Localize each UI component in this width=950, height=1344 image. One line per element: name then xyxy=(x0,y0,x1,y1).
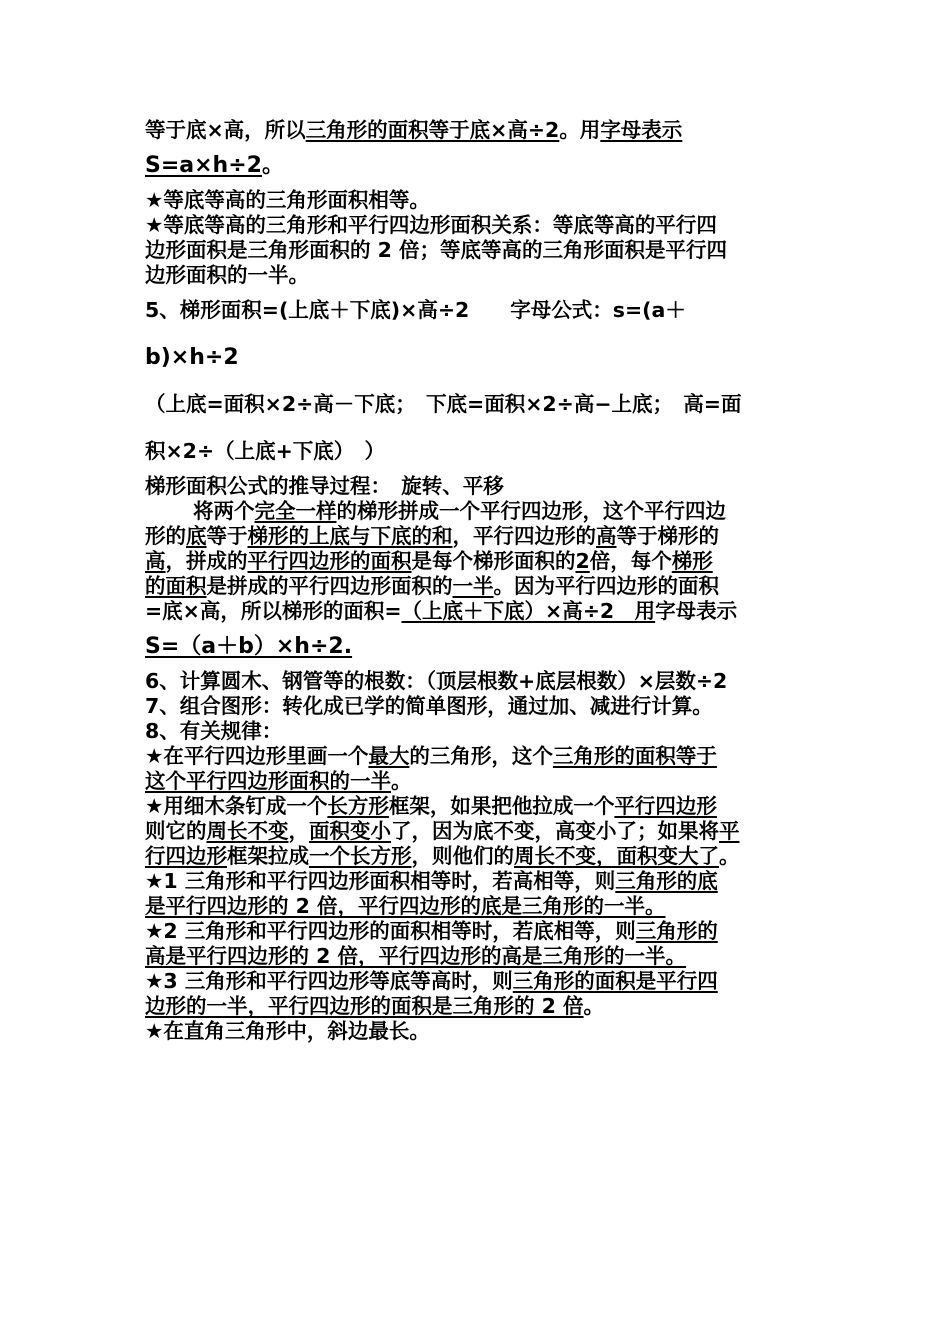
text-line: 边形面积是三角形面积的 2 倍；等底等高的三角形面积是平行四 xyxy=(145,238,728,262)
text-line: 等于底×高，所以三角形的面积等于底×高÷2。用字母表示 xyxy=(145,118,683,142)
text-line: 是平行四边形的 2 倍，平行四边形的底是三角形的一半。 xyxy=(145,894,666,918)
text-line: =底×高，所以梯形的面积=（上底＋下底）×高÷2 用字母表示 xyxy=(145,599,738,623)
text-line: ★等底等高的三角形面积相等。 xyxy=(145,188,430,212)
text-line: ★等底等高的三角形和平行四边形面积关系：等底等高的平行四 xyxy=(145,213,717,237)
document-page xyxy=(145,118,810,1044)
text-line: ★在平行四边形里画一个最大的三角形，这个三角形的面积等于 xyxy=(145,744,717,768)
formula-line: S=a×h÷2。 xyxy=(145,153,284,178)
text-line: ★2 三角形和平行四边形的面积相等时，若底相等，则三角形的 xyxy=(145,919,718,943)
text-line: 边形的一半，平行四边形的面积是三角形的 2 倍。 xyxy=(145,994,605,1018)
text-line: （上底=面积×2÷高－下底； 下底=面积×2÷高−上底； 高=面 xyxy=(145,392,742,416)
text-line: 高，拼成的平行四边形的面积是每个梯形面积的2倍，每个梯形 xyxy=(145,549,713,573)
heading-line: 6、计算圆木、钢管等的根数：（顶层根数+底层根数）×层数÷2 xyxy=(145,669,728,693)
formula-line: b)×h÷2 xyxy=(145,345,239,370)
heading-line: 8、有关规律： xyxy=(145,719,283,743)
text-line: 的面积是拼成的平行四边形面积的一半。因为平行四边形的面积 xyxy=(145,574,719,598)
text-line: ★在直角三角形中，斜边最长。 xyxy=(145,1019,430,1043)
text-line: 这个平行四边形面积的一半。 xyxy=(145,769,412,793)
text-line: ★用细木条钉成一个长方形框架，如果把他拉成一个平行四边形 xyxy=(145,794,717,818)
text-line: 行四边形框架拉成一个长方形，则他们的周长不变，面积变大了。 xyxy=(145,844,740,868)
text-line: 形的底等于梯形的上底与下底的和，平行四边形的高等于梯形的 xyxy=(145,524,719,548)
text-line: ★1 三角形和平行四边形面积相等时，若高相等，则三角形的底 xyxy=(145,869,718,893)
heading-line: 梯形面积公式的推导过程： 旋转、平移 xyxy=(145,474,504,498)
heading-line: 7、组合图形：转化成已学的简单图形，通过加、减进行计算。 xyxy=(145,694,713,718)
text-line: 高是平行四边形的 2 倍，平行四边形的高是三角形的一半。 xyxy=(145,944,687,968)
heading-line: 5、梯形面积=(上底＋下底)×高÷2 字母公式：s=(a＋ xyxy=(145,298,686,322)
text-line: 将两个完全一样的梯形拼成一个平行四边形，这个平行四边 xyxy=(193,499,726,523)
formula-line: S=（a＋b）×h÷2. xyxy=(145,634,353,659)
text-line: 则它的周长不变，面积变小了，因为底不变，高变小了；如果将平 xyxy=(145,819,740,843)
text-line: 边形面积的一半。 xyxy=(145,263,309,287)
text-line: ★3 三角形和平行四边形等底等高时，则三角形的面积是平行四 xyxy=(145,969,718,993)
text-line: 积×2÷（上底+下底） ） xyxy=(145,439,386,463)
